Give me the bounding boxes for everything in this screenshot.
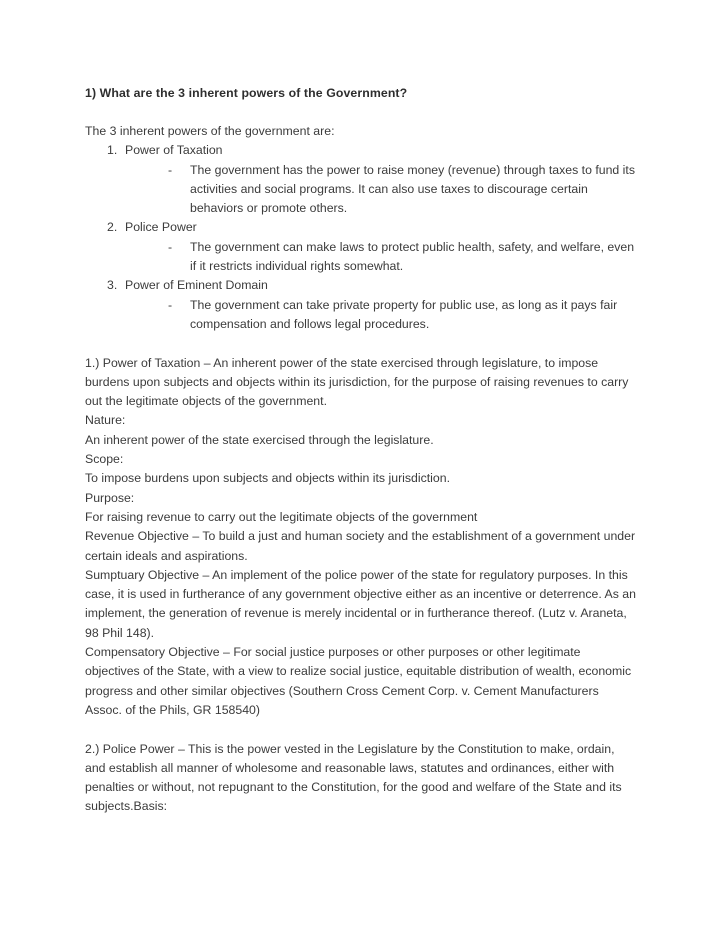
sublist-item-text: The government can make laws to protect public health, safety, and welfare, even if it restricts individual rights somewhat.: [190, 239, 635, 274]
list-item-number: 3.: [107, 278, 118, 293]
compensatory-objective-text: Compensatory Objective – For social justice purposes or other purposes or other legitimate objectives of the State, with a view to realize social justice, equitable distribution of wealth, economic progress and other similar objectives (Southern Cross Cement Corp. v. Cement Manufacturers Assoc. of the Phils, GR 158540): [85, 645, 635, 717]
taxation-section: [85, 354, 640, 721]
sublist: [125, 296, 637, 335]
nature-label: Nature:: [85, 413, 126, 428]
powers-list: [85, 141, 637, 334]
list-item-label: Power of Taxation: [125, 143, 223, 158]
list-item-label: Police Power: [125, 220, 197, 235]
taxation-intro: 1.) Power of Taxation – An inherent power of the state exercised through legislature, to impose burdens upon subjects and objects within its jurisdiction, for the purpose of raising revenues to carry out the legitimate objects of the government.: [85, 355, 632, 409]
sublist: [125, 161, 637, 219]
sublist-item: [150, 238, 637, 277]
paragraph-spacer: [85, 334, 637, 353]
police-power-text: 2.) Police Power – This is the power vested in the Legislature by the Constitution to make, ordain, and establish all manner of wholesome and reasonable laws, statutes and ordinances, either with penalties or without, not repugnant to the Constitution, for the good and welfare of the State and its subjects.Basis:: [85, 741, 626, 814]
nature-text: An inherent power of the state exercised through the legislature.: [85, 432, 434, 447]
sublist-item: [150, 296, 637, 335]
list-item: [85, 276, 637, 334]
scope-text: To impose burdens upon subjects and objects within its jurisdiction.: [85, 471, 451, 486]
list-item-number: 2.: [107, 220, 118, 235]
dash-bullet-icon: -: [168, 162, 173, 177]
sublist: [125, 238, 637, 277]
list-item: [85, 141, 637, 218]
document-content: [85, 84, 640, 817]
purpose-label: Purpose:: [85, 490, 135, 505]
sublist-item-text: The government can take private property for public use, as long as it pays fair compensation and follows legal procedures.: [190, 297, 618, 331]
lead-paragraph: The 3 inherent powers of the government are:: [85, 124, 335, 138]
paragraph-spacer: [85, 720, 637, 739]
sumptuary-objective-text: Sumptuary Objective – An implement of the police power of the state for regulatory purposes. In this case, it is used in furtherance of any government objective either as an incentive or deterrence. As an implement, the generation of revenue is merely incidental or in furtherance thereof. (Lutz v. Araneta, 98 Phil 148).: [85, 567, 640, 640]
police-power-section: [85, 740, 637, 817]
sublist-item-text: The government has the power to raise money (revenue) through taxes to fund its activities and social programs. It can also use taxes to discourage certain behaviors or promote others.: [190, 162, 635, 216]
dash-bullet-icon: -: [168, 297, 173, 312]
sublist-item: [150, 161, 637, 219]
purpose-text: For raising revenue to carry out the legitimate objects of the government: [85, 509, 478, 524]
scope-label: Scope:: [85, 452, 124, 467]
revenue-objective-text: Revenue Objective – To build a just and human society and the establishment of a government under certain ideals and aspirations.: [85, 529, 639, 563]
page-title: 1) What are the 3 inherent powers of the Government?: [85, 86, 408, 100]
list-item-label: Power of Eminent Domain: [125, 278, 268, 293]
dash-bullet-icon: -: [168, 239, 173, 254]
list-item-number: 1.: [107, 143, 118, 158]
list-item: [85, 218, 637, 276]
